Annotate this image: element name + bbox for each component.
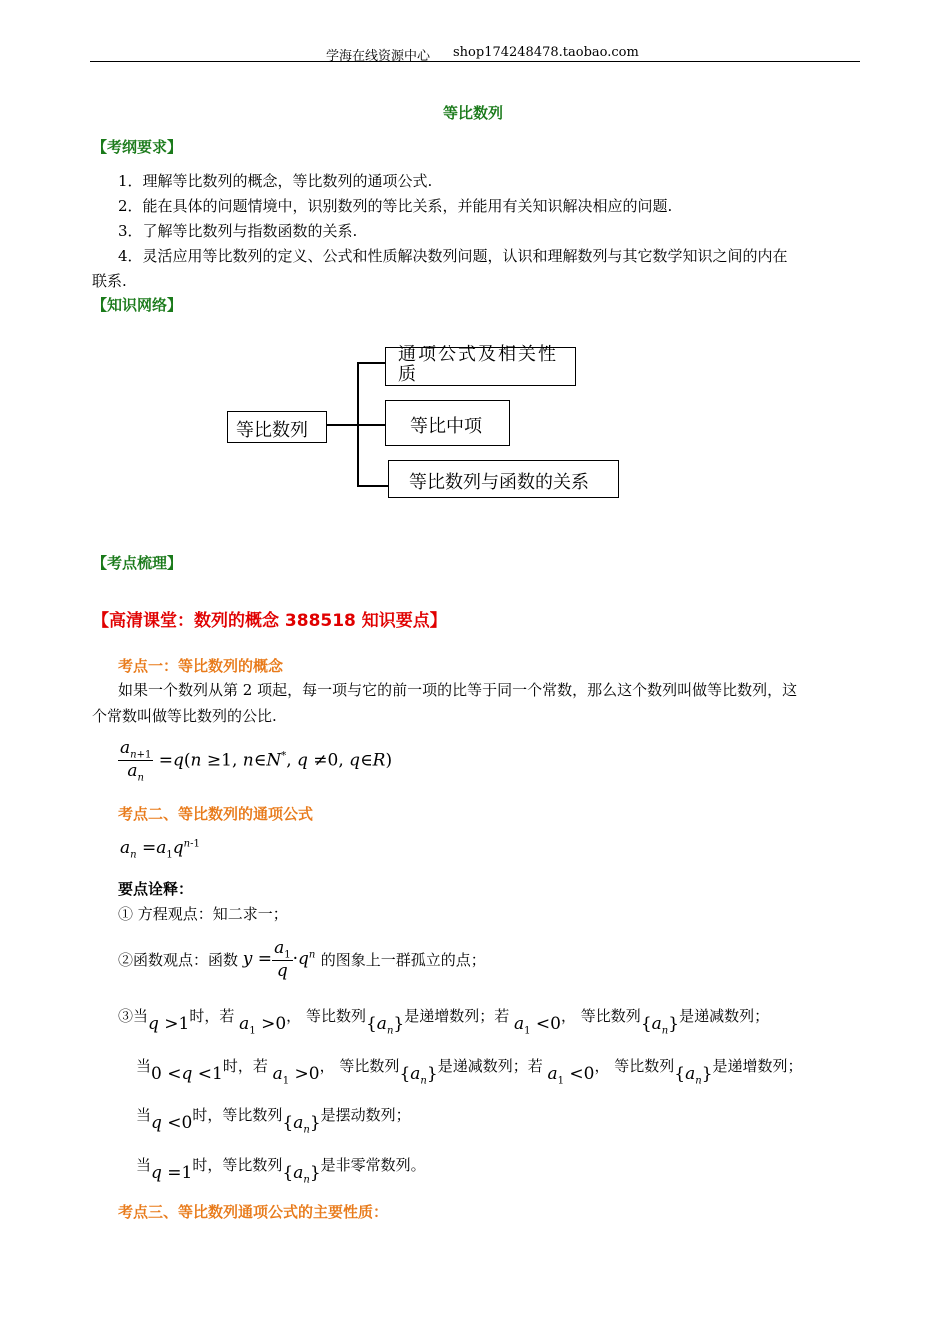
notes-item-1: ① 方程观点：知二求一； bbox=[118, 905, 288, 923]
diagram-node1-line2: 质 bbox=[398, 364, 416, 385]
connector-top bbox=[357, 362, 385, 364]
diagram-root-label: 等比数列 bbox=[236, 420, 308, 441]
section-network: 【知识网络】 bbox=[92, 296, 183, 314]
notes-item-3-line1: ③当q >1时，若 $a_1 >0$， 等比数列$\{a_n\}$是递增数列；若 $a_1 <0$， 等比数列$\{a_n\}$是递减数列； bbox=[118, 1007, 770, 1037]
notes-item-2 bbox=[118, 938, 486, 981]
header-left: 学海在线资源中心 bbox=[326, 49, 431, 64]
syllabus-item-1: 1．理解等比数列的概念，等比数列的通项公式. bbox=[118, 172, 433, 190]
diagram-node3-box bbox=[388, 460, 619, 498]
connector-vertical bbox=[357, 362, 359, 486]
connector-root-h bbox=[327, 424, 385, 426]
formula-function: y = $\frac{a_1}{q}$ $\cdot q^n$ bbox=[242, 938, 316, 982]
diagram-root-box bbox=[227, 411, 327, 443]
diagram-node3-label: 等比数列与函数的关系 bbox=[409, 472, 589, 493]
diagram-node1-box bbox=[385, 344, 576, 386]
section-syllabus: 【考纲要求】 bbox=[92, 138, 183, 156]
syllabus-item-2: 2．能在具体的问题情境中，识别数列的等比关系，并能用有关知识解决相应的问题. bbox=[118, 197, 673, 215]
diagram-node2-box bbox=[385, 400, 510, 446]
syllabus-item-4: 4．灵活应用等比数列的定义、公式和性质解决数列问题，认识和理解数列与其它数学知识之间的内在 bbox=[118, 247, 788, 265]
kp1-text-2: 个常数叫做等比数列的公比. bbox=[92, 707, 277, 725]
kp1-heading: 考点一：等比数列的概念 bbox=[118, 657, 284, 675]
connector-bottom bbox=[357, 485, 388, 487]
notes-item-2-pre: ②函数观点：函数 bbox=[118, 951, 239, 970]
notes-item-2-post: 的图象上一群孤立的点； bbox=[320, 951, 486, 970]
syllabus-item-3: 3．了解等比数列与指数函数的关系. bbox=[118, 222, 358, 240]
header-rule bbox=[90, 61, 860, 62]
section-points: 【考点梳理】 bbox=[92, 554, 183, 572]
notes-item-3-line4: 当q =1时，等比数列$\{a_n\}$是非零常数列。 bbox=[136, 1156, 426, 1186]
formula-ratio: $\frac{a_{n+1}}{a_n}$ =q(n ≥1, n∈N*, q ≠0, q∈R) bbox=[120, 738, 393, 784]
diagram-node2-label: 等比中项 bbox=[410, 416, 482, 437]
notes-heading: 要点诠释： bbox=[118, 880, 194, 898]
syllabus-item-4-cont: 联系. bbox=[92, 272, 127, 290]
section-hd: 【高清课堂：数列的概念 388518 知识要点】 bbox=[92, 611, 447, 631]
page-title: 等比数列 bbox=[443, 104, 504, 122]
kp3-heading: 考点三、等比数列通项公式的主要性质： bbox=[118, 1203, 389, 1221]
notes-item-3-line2: 当0 <q <1时，若 $a_1 >0$， 等比数列$\{a_n\}$是递减数列；若 $a_1 <0$， 等比数列$\{a_n\}$是递增数列； bbox=[136, 1057, 803, 1087]
formula-general-term: $a_n =a_1q^{n-1}$ bbox=[120, 838, 200, 861]
kp2-heading: 考点二、等比数列的通项公式 bbox=[118, 805, 314, 823]
notes-item-3-line3: 当q <0时，等比数列$\{a_n\}$是摆动数列； bbox=[136, 1106, 411, 1136]
diagram-node1-line1: 通项公式及相关性 bbox=[398, 344, 558, 365]
kp1-text-1: 如果一个数列从第 2 项起，每一项与它的前一项的比等于同一个常数，那么这个数列叫做等比数列，这 bbox=[118, 681, 798, 699]
header-right: shop174248478.taobao.com bbox=[453, 45, 639, 60]
